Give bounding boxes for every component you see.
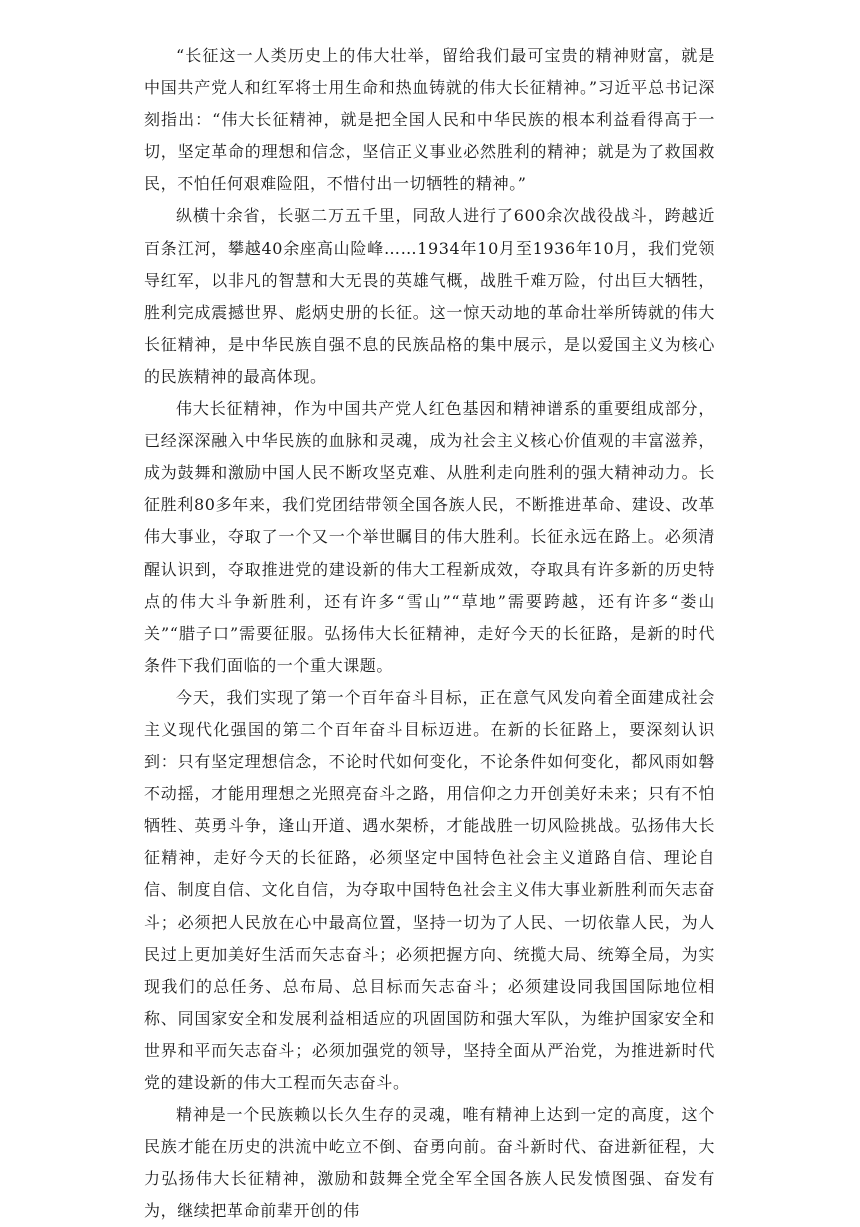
paragraph-5: 精神是一个民族赖以长久生存的灵魂，唯有精神上达到一定的高度，这个民族才能在历史的洪流中屹立不倒、奋勇向前。奋斗新时代、奋进新征程，大力弘扬伟大长征精神，激励和鼓舞全党全军全国各族人民发愤图强、奋发有为，继续把革命前辈开创的伟 (144, 1105, 715, 1221)
paragraph-3: 伟大长征精神，作为中国共产党人红色基因和精神谱系的重要组成部分，已经深深融入中华民族的血脉和灵魂，成为社会主义核心价值观的丰富滋养，成为鼓舞和激励中国人民不断攻坚克难、从胜利走向胜利的强大精神动力。长征胜利80多年来，我们党团结带领全国各族人民，不断推进革命、建设、改革伟大事业，夺取了一个又一个举世瞩目的伟大胜利。长征永远在路上。必须清醒认识到，夺取推进党的建设新的伟大工程新成效，夺取具有许多新的历史特点的伟大斗争新胜利，还有许多“雪山”“草地”需要跨越，还有许多“娄山关”“腊子口”需要征服。弘扬伟大长征精神，走好今天的长征路，是新的时代条件下我们面临的一个重大课题。 (144, 399, 715, 675)
paragraph-1: “长征这一人类历史上的伟大壮举，留给我们最可宝贵的精神财富，就是中国共产党人和红军将士用生命和热血铸就的伟大长征精神。”习近平总书记深刻指出：“伟大长征精神，就是把全国人民和中华民族的根本利益看得高于一切，坚定革命的理想和信念，坚信正义事业必然胜利的精神；就是为了救国救民，不怕任何艰难险阻，不惜付出一切牺牲的精神。” (144, 46, 715, 194)
paragraph-2: 纵横十余省，长驱二万五千里，同敌人进行了600余次战役战斗，跨越近百条江河，攀越40余座高山险峰……1934年10月至1936年10月，我们党领导红军，以非凡的智慧和大无畏的英雄气概，战胜千难万险，付出巨大牺牲，胜利完成震撼世界、彪炳史册的长征。这一惊天动地的革命壮举所铸就的伟大长征精神，是中华民族自强不息的民族品格的集中展示，是以爱国主义为核心的民族精神的最高体现。 (144, 206, 715, 386)
paragraph-4: 今天，我们实现了第一个百年奋斗目标，正在意气风发向着全面建成社会主义现代化强国的第二个百年奋斗目标迈进。在新的长征路上，要深刻认识到：只有坚定理想信念，不论时代如何变化，不论条件如何变化，都风雨如磐不动摇，才能用理想之光照亮奋斗之路，用信仰之力开创美好未来；只有不怕牺牲、英勇斗争，逢山开道、遇水架桥，才能战胜一切风险挑战。弘扬伟大长征精神，走好今天的长征路，必须坚定中国特色社会主义道路自信、理论自信、制度自信、文化自信，为夺取中国特色社会主义伟大事业新胜利而矢志奋斗；必须把人民放在心中最高位置，坚持一切为了人民、一切依靠人民，为人民过上更加美好生活而矢志奋斗；必须把握方向、统揽大局、统筹全局，为实现我们的总任务、总布局、总目标而矢志奋斗；必须建设同我国国际地位相称、同国家安全和发展利益相适应的巩固国防和强大军队，为维护国家安全和世界和平而矢志奋斗；必须加强党的领导，坚持全面从严治党，为推进新时代党的建设新的伟大工程而矢志奋斗。 (144, 687, 715, 1092)
article-body (144, 40, 715, 1227)
